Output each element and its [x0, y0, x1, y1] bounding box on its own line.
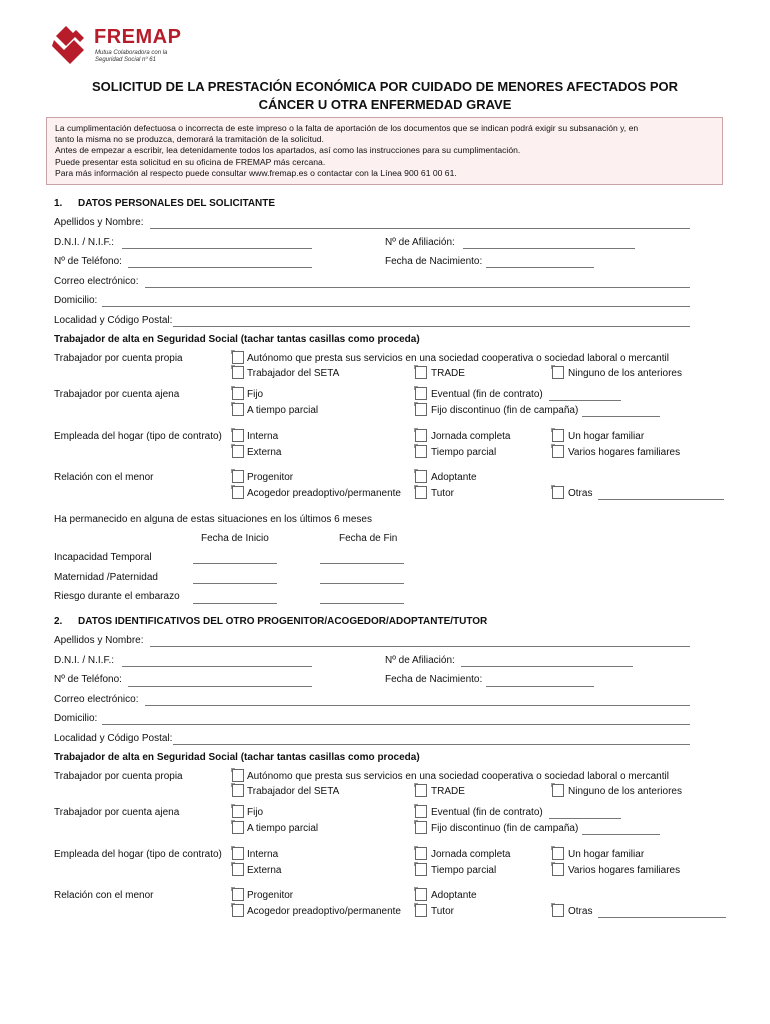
- notice-line: Puede presentar esta solicitud en su oficina de FREMAP más cercana.: [55, 156, 326, 167]
- s2-trade-checkbox[interactable]: [415, 784, 427, 797]
- s2-autonomo-checkbox[interactable]: [232, 769, 244, 782]
- s2-un-hogar-label: Un hogar familiar: [568, 849, 645, 860]
- section-2-number: 2.: [54, 616, 63, 627]
- s1-adoptante-label: Adoptante: [431, 472, 477, 483]
- s1-externa-label: Externa: [247, 447, 282, 458]
- s2-otras-field[interactable]: [598, 917, 726, 918]
- s2-jornada-completa-checkbox[interactable]: [415, 847, 427, 860]
- situacion-maternidad-label: Maternidad /Paternidad: [54, 572, 158, 583]
- s1-trade-checkbox[interactable]: [415, 366, 427, 379]
- s1-otras-label: Otras: [568, 488, 593, 499]
- s2-tutor-checkbox[interactable]: [415, 904, 427, 917]
- s1-apellidos-field[interactable]: [150, 228, 690, 229]
- s2-eventual-checkbox[interactable]: [415, 805, 427, 818]
- notice-line: Para más información al respecto puede consultar www.fremap.es o contactar con la Línea 900 61 00 61.: [55, 167, 457, 178]
- s1-acogedor-checkbox[interactable]: [232, 486, 244, 499]
- s1-fijo-discontinuo-checkbox[interactable]: [415, 403, 427, 416]
- s2-hogar-label: Empleada del hogar (tipo de contrato): [54, 849, 222, 860]
- s2-cuenta-ajena-label: Trabajador por cuenta ajena: [54, 807, 180, 818]
- s2-externa-checkbox[interactable]: [232, 863, 244, 876]
- s1-afiliacion-label: Nº de Afiliación:: [385, 237, 455, 248]
- s1-fijo-discontinuo-label: Fijo discontinuo (fin de campaña): [431, 405, 579, 416]
- s2-acogedor-checkbox[interactable]: [232, 904, 244, 917]
- s2-tiempo-parcial-a-checkbox[interactable]: [232, 821, 244, 834]
- s1-telefono-label: Nº de Teléfono:: [54, 256, 122, 267]
- s1-acogedor-label: Acogedor preadoptivo/permanente: [247, 488, 401, 499]
- s2-eventual-label: Eventual (fin de contrato): [431, 807, 543, 818]
- s2-ninguno-label: Ninguno de los anteriores: [568, 786, 682, 797]
- s1-progenitor-label: Progenitor: [247, 472, 294, 483]
- s2-alta-heading: Trabajador de alta en Seguridad Social (tachar tantas casillas como proceda): [54, 752, 420, 763]
- s2-telefono-field[interactable]: [128, 686, 312, 687]
- maternidad-fecha-inicio-field[interactable]: [193, 583, 277, 584]
- s2-acogedor-label: Acogedor preadoptivo/permanente: [247, 906, 401, 917]
- s2-localidad-field[interactable]: [173, 744, 690, 745]
- s1-localidad-label: Localidad y Código Postal:: [54, 315, 173, 326]
- s2-progenitor-checkbox[interactable]: [232, 888, 244, 901]
- s1-relacion-label: Relación con el menor: [54, 472, 154, 483]
- s1-nacimiento-label: Fecha de Nacimiento:: [385, 256, 483, 267]
- situacion-incapacidad-label: Incapacidad Temporal: [54, 552, 152, 563]
- s2-jornada-completa-label: Jornada completa: [431, 849, 511, 860]
- maternidad-fecha-fin-field[interactable]: [320, 583, 404, 584]
- s2-tiempo-parcial-a-label: A tiempo parcial: [247, 823, 319, 834]
- s1-cuenta-ajena-label: Trabajador por cuenta ajena: [54, 389, 180, 400]
- s1-tutor-label: Tutor: [431, 488, 454, 499]
- s1-tiempo-parcial-label: Tiempo parcial: [431, 447, 497, 458]
- notice-box: [46, 117, 723, 185]
- s1-un-hogar-label: Un hogar familiar: [568, 431, 645, 442]
- s2-afiliacion-label: Nº de Afiliación:: [385, 655, 455, 666]
- s2-seta-label: Trabajador del SETA: [247, 786, 340, 797]
- s1-dni-field[interactable]: [122, 248, 312, 249]
- s2-nacimiento-field[interactable]: [486, 686, 594, 687]
- s2-seta-checkbox[interactable]: [232, 784, 244, 797]
- s1-externa-checkbox[interactable]: [232, 445, 244, 458]
- s2-tiempo-parcial-label: Tiempo parcial: [431, 865, 497, 876]
- s2-nacimiento-label: Fecha de Nacimiento:: [385, 674, 483, 685]
- s2-varios-hogares-checkbox[interactable]: [552, 863, 564, 876]
- s2-otras-label: Otras: [568, 906, 593, 917]
- s1-un-hogar-checkbox[interactable]: [552, 429, 564, 442]
- notice-line: Antes de empezar a escribir, lea detenidamente todos los apartados, así como las instrucciones para su cumplimentación.: [55, 145, 521, 156]
- s2-interna-checkbox[interactable]: [232, 847, 244, 860]
- section-1-number: 1.: [54, 198, 63, 209]
- s2-trade-label: TRADE: [431, 786, 465, 797]
- fecha-inicio-header: Fecha de Inicio: [201, 533, 269, 544]
- s2-otras-checkbox[interactable]: [552, 904, 564, 917]
- s1-trade-label: TRADE: [431, 368, 465, 379]
- s1-tiempo-parcial-checkbox[interactable]: [415, 445, 427, 458]
- s1-localidad-field[interactable]: [173, 326, 690, 327]
- situacion-riesgo-label: Riesgo durante el embarazo: [54, 591, 180, 602]
- s1-interna-checkbox[interactable]: [232, 429, 244, 442]
- logo-brand: FREMAP: [94, 26, 182, 48]
- riesgo-fecha-inicio-field[interactable]: [193, 603, 277, 604]
- s1-autonomo-checkbox[interactable]: [232, 351, 244, 364]
- form-title-line-1: SOLICITUD DE LA PRESTACIÓN ECONÓMICA POR CUIDADO DE MENORES AFECTADOS POR: [92, 79, 678, 94]
- notice-line: tanto la misma no se produzca, demorará la tramitación de la solicitud.: [55, 134, 324, 145]
- s2-dni-label: D.N.I. / N.I.F.:: [54, 655, 115, 666]
- s1-otras-field[interactable]: [598, 499, 724, 500]
- s1-nacimiento-field[interactable]: [486, 267, 594, 268]
- s1-tutor-checkbox[interactable]: [415, 486, 427, 499]
- s1-adoptante-checkbox[interactable]: [415, 470, 427, 483]
- logo-subtitle-1: Mutua Colaboradora con la: [95, 50, 168, 56]
- s2-autonomo-label: Autónomo que presta sus servicios en una sociedad cooperativa o sociedad laboral o mercantil: [247, 771, 669, 782]
- s2-eventual-field[interactable]: [549, 818, 621, 819]
- s1-tiempo-parcial-a-label: A tiempo parcial: [247, 405, 319, 416]
- section-1-title: DATOS PERSONALES DEL SOLICITANTE: [78, 198, 276, 209]
- s1-seta-checkbox[interactable]: [232, 366, 244, 379]
- s2-adoptante-label: Adoptante: [431, 890, 477, 901]
- s1-jornada-completa-label: Jornada completa: [431, 431, 511, 442]
- s2-varios-hogares-label: Varios hogares familiares: [568, 865, 681, 876]
- s1-cuenta-propia-label: Trabajador por cuenta propia: [54, 353, 183, 364]
- s1-correo-field[interactable]: [145, 287, 690, 288]
- s2-apellidos-label: Apellidos y Nombre:: [54, 635, 144, 646]
- s1-alta-heading: Trabajador de alta en Seguridad Social (tachar tantas casillas como proceda): [54, 334, 420, 345]
- s1-progenitor-checkbox[interactable]: [232, 470, 244, 483]
- s2-progenitor-label: Progenitor: [247, 890, 294, 901]
- s2-localidad-label: Localidad y Código Postal:: [54, 733, 173, 744]
- riesgo-fecha-fin-field[interactable]: [320, 603, 404, 604]
- s2-domicilio-field[interactable]: [102, 724, 690, 725]
- s2-cuenta-propia-label: Trabajador por cuenta propia: [54, 771, 183, 782]
- s1-telefono-field[interactable]: [128, 267, 312, 268]
- s1-interna-label: Interna: [247, 431, 279, 442]
- s1-fijo-label: Fijo: [247, 389, 264, 400]
- s1-tiempo-parcial-a-checkbox[interactable]: [232, 403, 244, 416]
- s1-otras-checkbox[interactable]: [552, 486, 564, 499]
- s1-eventual-field[interactable]: [549, 400, 621, 401]
- s2-correo-label: Correo electrónico:: [54, 694, 139, 705]
- s2-correo-field[interactable]: [145, 705, 690, 706]
- s2-tiempo-parcial-checkbox[interactable]: [415, 863, 427, 876]
- s2-interna-label: Interna: [247, 849, 279, 860]
- s2-dni-field[interactable]: [122, 666, 312, 667]
- s2-tutor-label: Tutor: [431, 906, 454, 917]
- s2-apellidos-field[interactable]: [150, 646, 690, 647]
- s1-fijo-checkbox[interactable]: [232, 387, 244, 400]
- incapacidad-fecha-inicio-field[interactable]: [193, 563, 277, 564]
- s2-telefono-label: Nº de Teléfono:: [54, 674, 122, 685]
- section-2-title: DATOS IDENTIFICATIVOS DEL OTRO PROGENITOR/ACOGEDOR/ADOPTANTE/TUTOR: [78, 616, 488, 627]
- fecha-fin-header: Fecha de Fin: [339, 533, 398, 544]
- incapacidad-fecha-fin-field[interactable]: [320, 563, 404, 564]
- s2-adoptante-checkbox[interactable]: [415, 888, 427, 901]
- s1-ninguno-label: Ninguno de los anteriores: [568, 368, 682, 379]
- s2-ninguno-checkbox[interactable]: [552, 784, 564, 797]
- s2-relacion-label: Relación con el menor: [54, 890, 154, 901]
- s2-fijo-discontinuo-field[interactable]: [582, 834, 660, 835]
- s1-eventual-checkbox[interactable]: [415, 387, 427, 400]
- s1-afiliacion-field[interactable]: [463, 248, 635, 249]
- s2-fijo-checkbox[interactable]: [232, 805, 244, 818]
- s1-domicilio-label: Domicilio:: [54, 295, 98, 306]
- s1-autonomo-label: Autónomo que presta sus servicios en una sociedad cooperativa o sociedad laboral o mercantil: [247, 353, 669, 364]
- s2-externa-label: Externa: [247, 865, 282, 876]
- notice-line: La cumplimentación defectuosa o incorrecta de este impreso o la falta de aportación de los documentos que se indican podrá exigir su subsanación y, en: [55, 123, 639, 133]
- s2-fijo-label: Fijo: [247, 807, 264, 818]
- s1-correo-label: Correo electrónico:: [54, 276, 139, 287]
- s1-dni-label: D.N.I. / N.I.F.:: [54, 237, 115, 248]
- logo-subtitle-2: Seguridad Social nº 61: [95, 57, 156, 63]
- s1-varios-hogares-checkbox[interactable]: [552, 445, 564, 458]
- s2-domicilio-label: Domicilio:: [54, 713, 98, 724]
- situaciones-heading: Ha permanecido en alguna de estas situaciones en los últimos 6 meses: [54, 514, 372, 525]
- s1-domicilio-field[interactable]: [102, 306, 690, 307]
- s1-apellidos-label: Apellidos y Nombre:: [54, 217, 144, 228]
- s1-varios-hogares-label: Varios hogares familiares: [568, 447, 681, 458]
- s2-un-hogar-checkbox[interactable]: [552, 847, 564, 860]
- s1-hogar-label: Empleada del hogar (tipo de contrato): [54, 431, 222, 442]
- form-title-line-2: CÁNCER U OTRA ENFERMEDAD GRAVE: [258, 97, 512, 112]
- s1-eventual-label: Eventual (fin de contrato): [431, 389, 543, 400]
- s2-fijo-discontinuo-checkbox[interactable]: [415, 821, 427, 834]
- s1-seta-label: Trabajador del SETA: [247, 368, 340, 379]
- s2-fijo-discontinuo-label: Fijo discontinuo (fin de campaña): [431, 823, 579, 834]
- s1-fijo-discontinuo-field[interactable]: [582, 416, 660, 417]
- s1-ninguno-checkbox[interactable]: [552, 366, 564, 379]
- s2-afiliacion-field[interactable]: [461, 666, 633, 667]
- s1-jornada-completa-checkbox[interactable]: [415, 429, 427, 442]
